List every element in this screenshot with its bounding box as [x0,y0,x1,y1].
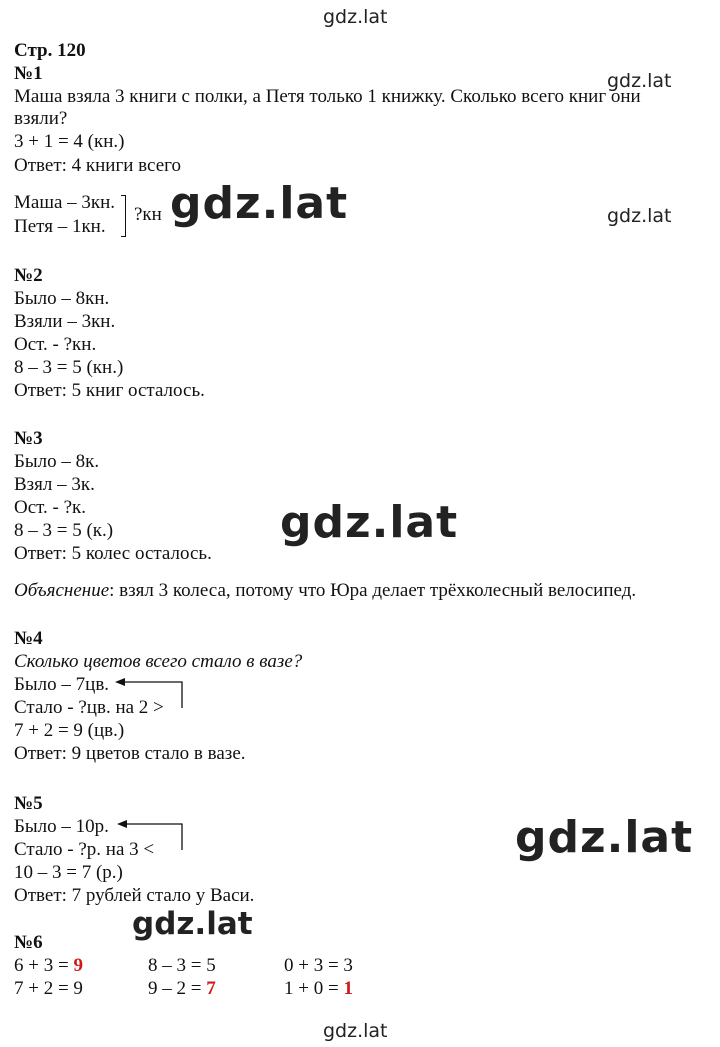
scheme-row: Взял – 3к. [14,474,95,495]
scheme-row: Было – 10р. [14,816,109,837]
scheme-row: Маша – 3кн. [14,192,116,213]
watermark: gdz.lat [323,1020,388,1042]
explanation-label: Объяснение [14,580,110,601]
calculation: 8 – 3 = 5 (кн.) [14,357,124,378]
page-title: Стр. 120 [14,40,86,61]
watermark: gdz.lat [132,906,253,942]
task-number: №6 [14,932,43,953]
equation: 7 + 2 = 9 [14,978,83,999]
task-question: Маша взяла 3 книги с полки, а Петя только 1 книжку. Сколько всего книг они [14,86,641,107]
scheme-row: Было – 7цв. [14,674,110,695]
scheme-row: Стало - ?цв. на 2 > [14,697,164,718]
scheme-row: Стало - ?р. на 3 < [14,839,155,860]
watermark: gdz.lat [515,812,694,863]
equation-expr: 1 + 0 = [284,978,344,999]
equation [284,978,353,1000]
scheme-row: Было – 8кн. [14,288,110,309]
task-question: Сколько цветов всего стало в вазе? [14,651,303,672]
scheme-row: Ост. - ?к. [14,497,87,518]
answer: Ответ: 7 рублей стало у Васи. [14,885,255,906]
calculation: 10 – 3 = 7 (р.) [14,862,123,883]
equation [14,955,83,977]
watermark: gdz.lat [170,178,349,229]
brace [121,195,126,237]
answer: Ответ: 5 книг осталось. [14,380,205,401]
task-question: взяли? [14,108,68,129]
equation-answer: 1 [343,978,353,999]
equation: 0 + 3 = 3 [284,955,353,976]
answer: Ответ: 9 цветов стало в вазе. [14,743,246,764]
scheme-row: Ост. - ?кн. [14,334,97,355]
equation-answer: 7 [206,978,216,999]
equation-expr: 9 – 2 = [148,978,207,999]
watermark: gdz.lat [607,70,672,92]
equation: 8 – 3 = 5 [148,955,216,976]
explanation-text: : взял 3 колеса, потому что Юра делает трёхколесный велосипед. [109,580,637,601]
calculation: 8 – 3 = 5 (к.) [14,520,114,541]
explanation [14,580,636,602]
scheme-row: Взяли – 3кн. [14,311,116,332]
answer: Ответ: 5 колес осталось. [14,543,212,564]
task-number: №3 [14,428,43,449]
equation [148,978,216,1000]
task-number: №2 [14,265,43,286]
task-number: №1 [14,63,43,84]
brace-label: ?кн [134,204,162,225]
calculation: 7 + 2 = 9 (цв.) [14,720,125,741]
watermark: gdz.lat [607,205,672,227]
equation-expr: 6 + 3 = [14,955,74,976]
watermark: gdz.lat [280,497,459,548]
scheme-row: Было – 8к. [14,451,100,472]
calculation: 3 + 1 = 4 (кн.) [14,131,125,152]
comparison-arrow [117,818,189,854]
task-number: №5 [14,793,43,814]
answer: Ответ: 4 книги всего [14,155,181,176]
watermark: gdz.lat [323,6,388,28]
scheme-row: Петя – 1кн. [14,216,106,237]
task-number: №4 [14,628,43,649]
equation-answer: 9 [73,955,83,976]
comparison-arrow [115,676,190,712]
